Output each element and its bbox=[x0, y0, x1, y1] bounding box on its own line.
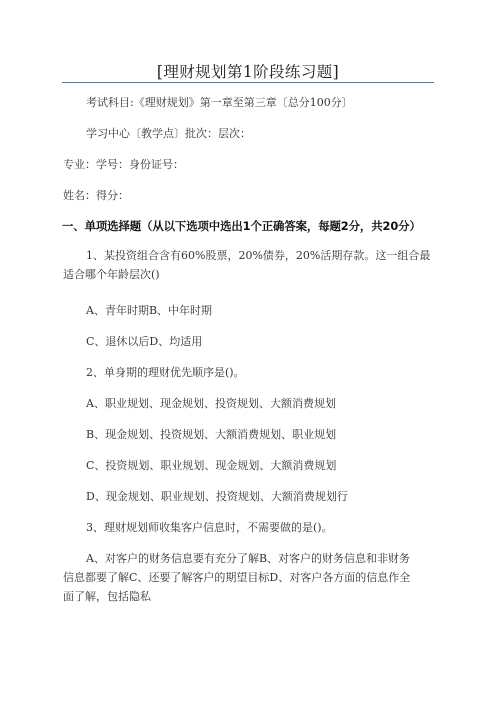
question-1-option-line-1: A、青年时期B、中年时期 bbox=[86, 304, 213, 317]
question-1-stem-line-2: 适合哪个年龄层次() bbox=[63, 268, 160, 281]
question-3-option-line-2: 信息都要了解C、还要了解客户的期望目标D、对客户各方面的信息作全 bbox=[63, 571, 411, 584]
question-3-option-line-1: A、对客户的财务信息要有充分了解B、对客户的财务信息和非财务 bbox=[86, 552, 411, 565]
title-underline bbox=[62, 82, 434, 83]
question-2-option-a: A、职业规划、现金规划、投资规划、大额消费规划 bbox=[86, 397, 336, 410]
question-2-option-d: D、现金规划、职业规划、投资规划、大额消费规划行 bbox=[86, 490, 348, 503]
name-line: 姓名：得分： bbox=[63, 189, 129, 202]
document-title: [理财规划第1阶段练习题] bbox=[156, 63, 340, 81]
question-1-stem-line-1: 1、某投资组合含有60%股票，20%债券，20%活期存款。这一组合最 bbox=[86, 249, 431, 262]
major-line: 专业：学号：身份证号： bbox=[63, 158, 184, 171]
question-2-stem: 2、单身期的理财优先顺序是()。 bbox=[86, 366, 245, 379]
question-1-option-line-2: C、退休以后D、均适用 bbox=[86, 335, 203, 348]
question-3-option-line-3: 面了解，包括隐私 bbox=[63, 590, 151, 603]
section-heading: 一、单项选择题（从以下选项中选出1个正确答案，每题2分，共20分） bbox=[62, 219, 421, 233]
question-2-option-c: C、投资规划、职业规划、现金规划、大额消费规划 bbox=[86, 459, 337, 472]
question-3-stem: 3、理财规划师收集客户信息时，不需要做的是()。 bbox=[86, 521, 333, 534]
exam-info: 考试科目:《理财规划》第一章至第三章〔总分100分〕 bbox=[86, 96, 353, 109]
question-2-option-b: B、现金规划、投资规划、大额消费规划、职业规划 bbox=[86, 428, 337, 441]
study-center-line: 学习中心〔教学点〕批次：层次： bbox=[86, 127, 251, 140]
